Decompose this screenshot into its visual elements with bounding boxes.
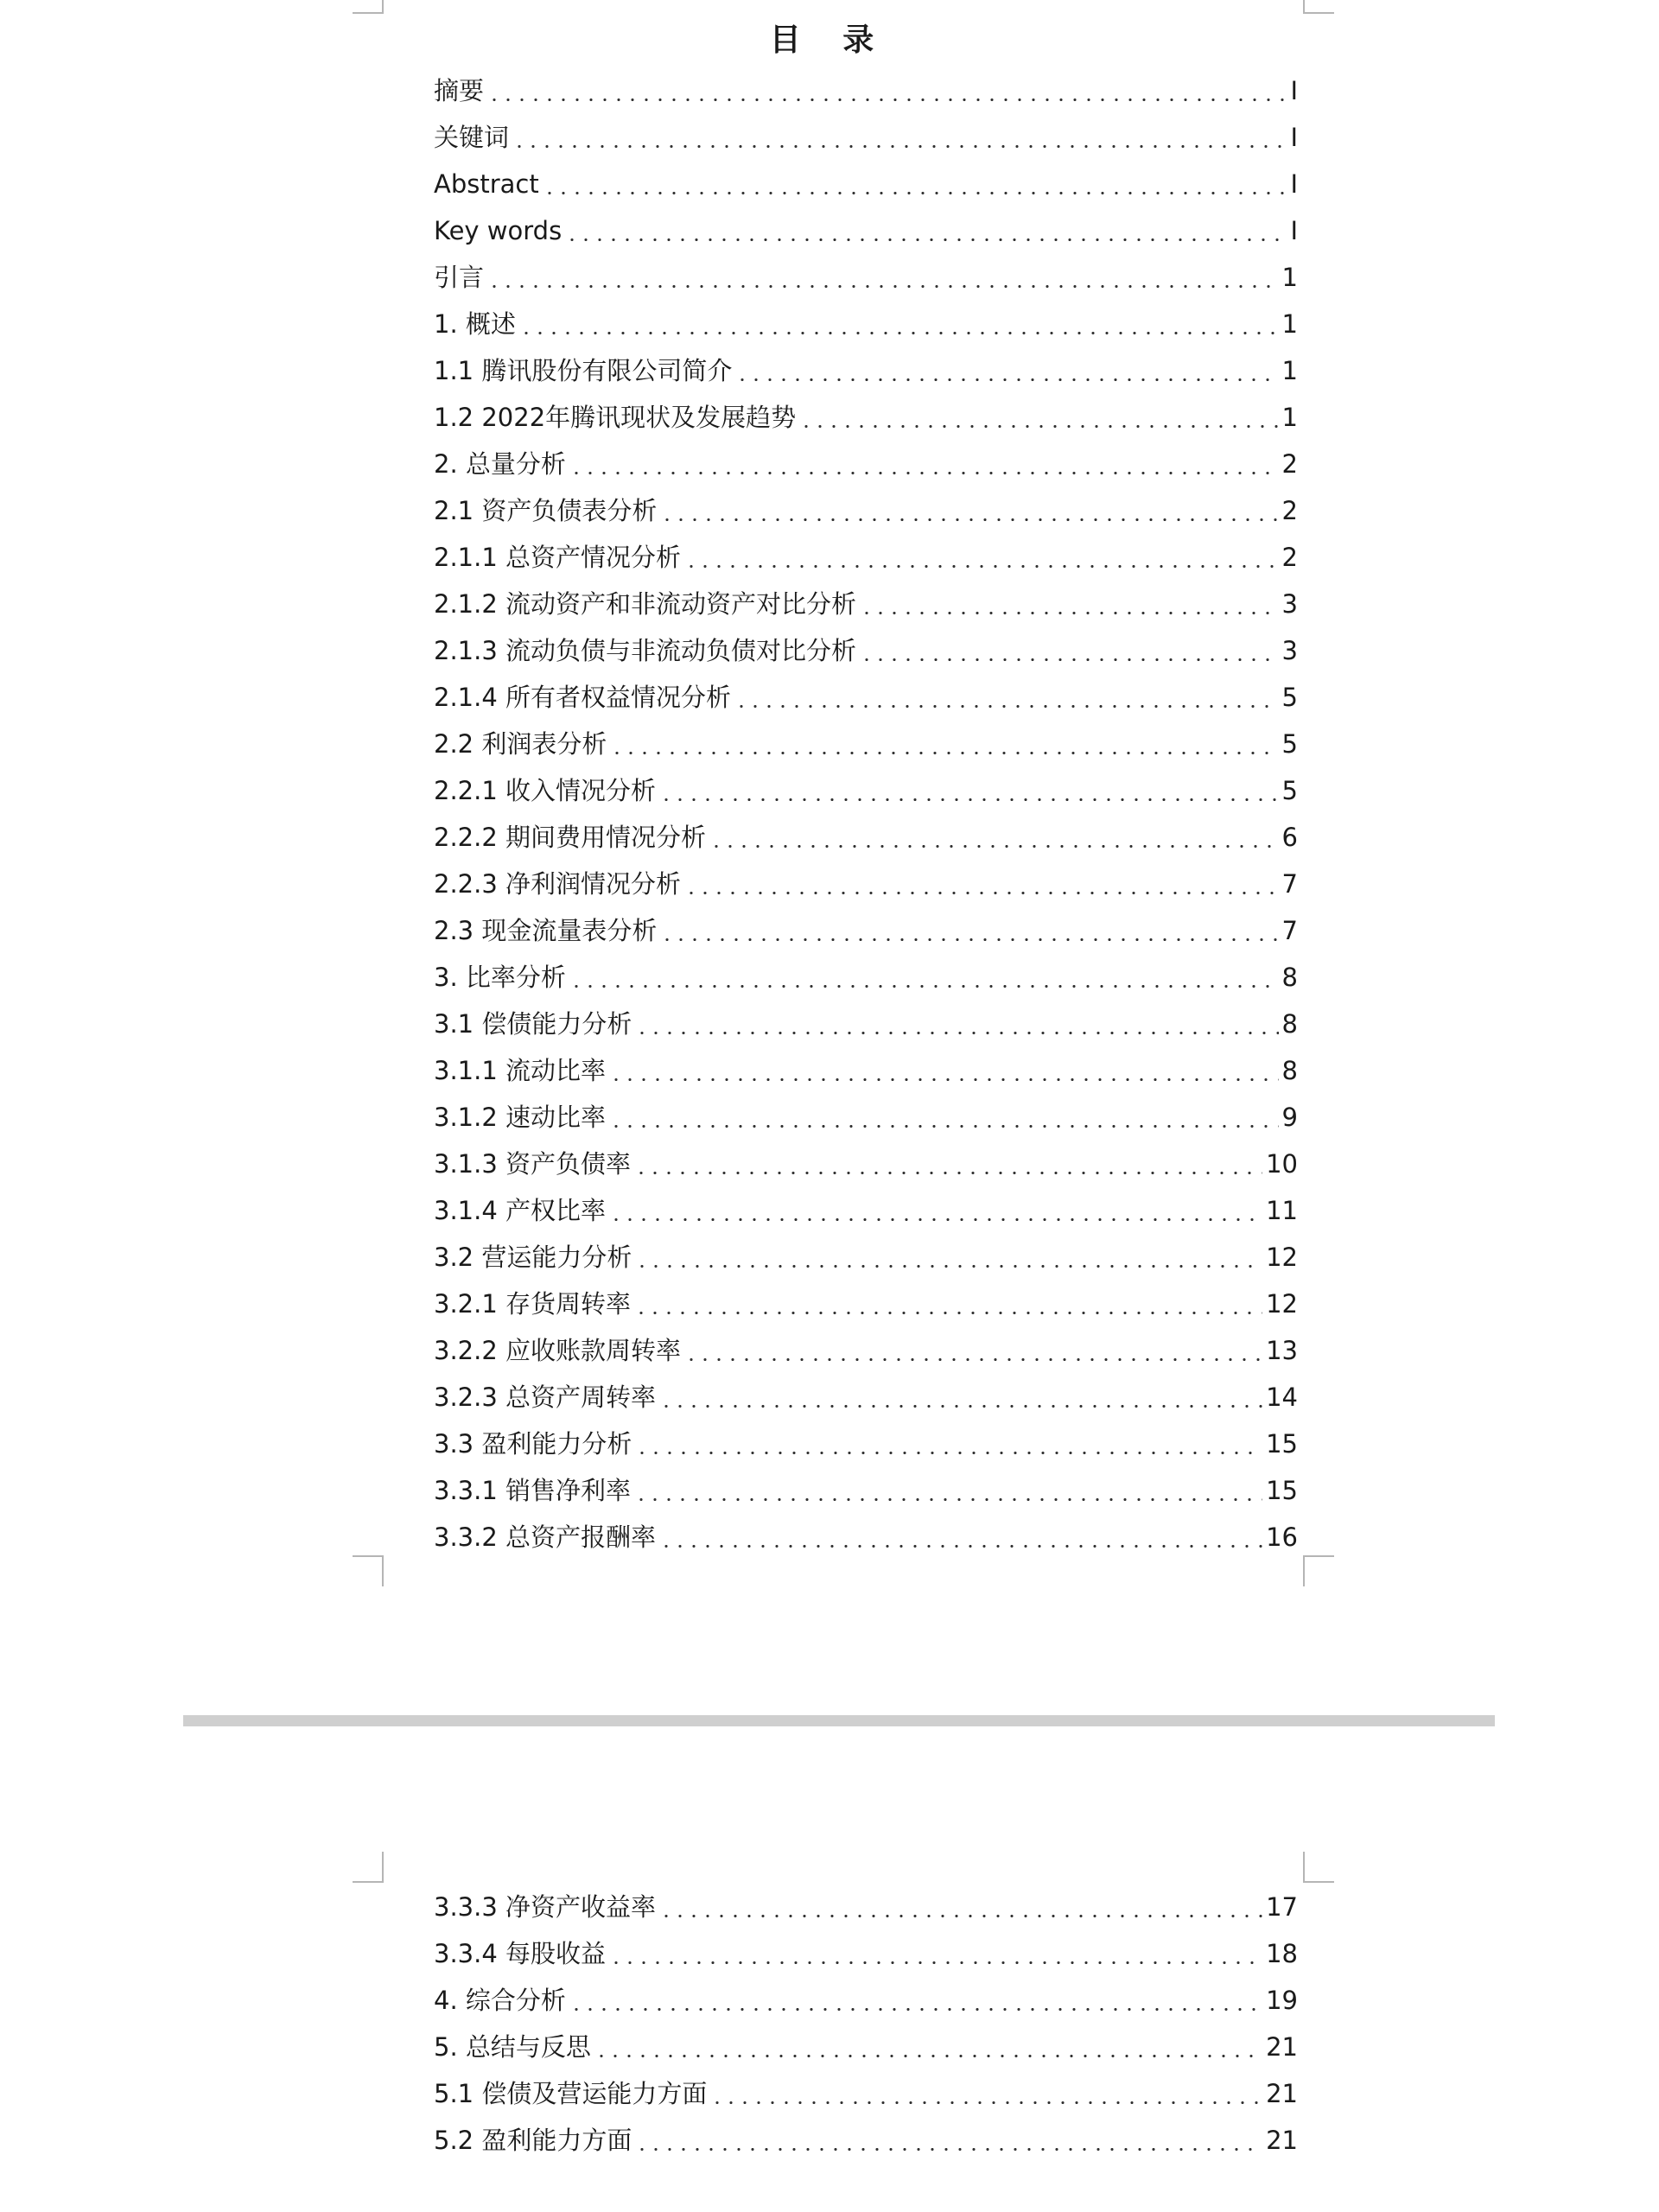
crop-mark-bottom-left: [353, 1555, 384, 1586]
toc-entry[interactable]: [434, 1977, 1298, 2024]
toc-entry-label: 3.1.1 流动比率: [434, 1055, 607, 1085]
toc-entry[interactable]: [434, 1514, 1298, 1560]
dot-leader: [512, 145, 1287, 148]
toc-entry[interactable]: [434, 627, 1298, 674]
toc-entry-label: 2.1.1 总资产情况分析: [434, 542, 682, 572]
toc-entry-label: 2.1 资产负债表分析: [434, 495, 658, 525]
toc-entry[interactable]: [434, 1001, 1298, 1047]
toc-entry-page-number: 21: [1266, 2031, 1298, 2062]
toc-entry[interactable]: [434, 301, 1298, 347]
dot-leader: [659, 1915, 1262, 1917]
toc-entry-label: 关键词: [434, 122, 510, 152]
toc-entry-label: 引言: [434, 262, 485, 292]
toc-list-page-2: [434, 1884, 1298, 2164]
toc-entry-label: 3.2.2 应收账款周转率: [434, 1335, 682, 1365]
dot-leader: [635, 1265, 1262, 1268]
toc-title: 目 录: [769, 22, 890, 58]
dot-leader: [799, 425, 1278, 428]
toc-entry[interactable]: [434, 394, 1298, 441]
toc-entry[interactable]: [434, 67, 1298, 114]
toc-entry-label: 3.1 偿债能力分析: [434, 1008, 632, 1039]
page-separator: [183, 1715, 1495, 1726]
toc-entry-label: 3.2 营运能力分析: [434, 1242, 632, 1272]
toc-entry-page-number: 11: [1266, 1195, 1298, 1225]
dot-leader: [609, 1125, 1279, 1128]
toc-entry[interactable]: [434, 954, 1298, 1001]
toc-entry-page-number: 19: [1266, 1985, 1298, 2015]
toc-entry[interactable]: [434, 767, 1298, 814]
toc-entry-label: 3.3 盈利能力分析: [434, 1428, 632, 1459]
dot-leader: [594, 2055, 1262, 2057]
dot-leader: [634, 1172, 1262, 1174]
toc-entry[interactable]: [434, 814, 1298, 861]
toc-entry-label: 4. 综合分析: [434, 1985, 566, 2015]
toc-entry-page-number: 18: [1266, 1938, 1298, 1968]
crop-mark-top-left: [353, 0, 384, 14]
dot-leader: [659, 1545, 1262, 1548]
toc-entry-page-number: 3: [1281, 588, 1298, 619]
dot-leader: [659, 1405, 1262, 1408]
toc-entry[interactable]: [434, 721, 1298, 767]
toc-entry[interactable]: [434, 1884, 1298, 1930]
toc-entry-page-number: 10: [1266, 1148, 1298, 1179]
toc-entry-label: 2.2.3 净利润情况分析: [434, 868, 682, 899]
toc-entry[interactable]: [434, 207, 1298, 254]
toc-entry-page-number: 13: [1266, 1335, 1298, 1365]
toc-entry-label: 1.2 2022年腾讯现状及发展趋势: [434, 402, 797, 432]
dot-leader: [569, 472, 1279, 474]
toc-entry-label: 5.1 偿债及营运能力方面: [434, 2078, 708, 2108]
dot-leader: [609, 1218, 1262, 1221]
toc-entry[interactable]: [434, 1187, 1298, 1234]
toc-entry-page-number: 1: [1281, 262, 1298, 292]
toc-entry-label: 5. 总结与反思: [434, 2031, 591, 2062]
toc-entry-page-number: 8: [1281, 1008, 1298, 1039]
toc-entry-label: 3.1.4 产权比率: [434, 1195, 607, 1225]
toc-entry-label: 3.2.1 存货周转率: [434, 1288, 632, 1319]
toc-entry-label: 2.2.1 收入情况分析: [434, 775, 657, 805]
toc-entry[interactable]: [434, 1281, 1298, 1327]
dot-leader: [543, 192, 1287, 194]
toc-entry-page-number: 7: [1281, 868, 1298, 899]
toc-entry-page-number: 15: [1266, 1475, 1298, 1505]
toc-entry-page-number: 12: [1266, 1242, 1298, 1272]
dot-leader: [860, 658, 1279, 661]
dot-leader: [635, 1452, 1262, 1454]
toc-entry-page-number: 6: [1281, 822, 1298, 852]
crop-mark-top-right: [1303, 0, 1334, 14]
dot-leader: [860, 612, 1279, 614]
toc-entry-label: 3.3.4 每股收益: [434, 1938, 607, 1968]
dot-leader: [609, 1961, 1262, 1964]
dot-leader: [635, 1032, 1278, 1034]
toc-entry-page-number: I: [1290, 168, 1298, 199]
toc-entry[interactable]: [434, 1141, 1298, 1187]
toc-entry[interactable]: [434, 1930, 1298, 1977]
toc-entry-page-number: 1: [1281, 308, 1298, 339]
toc-entry-label: 2.2.2 期间费用情况分析: [434, 822, 707, 852]
toc-entry-page-number: 7: [1281, 915, 1298, 945]
toc-entry-page-number: 21: [1266, 2125, 1298, 2155]
toc-entry-label: 2.1.4 所有者权益情况分析: [434, 682, 732, 712]
dot-leader: [660, 518, 1278, 521]
dot-leader: [660, 938, 1278, 941]
dot-leader: [565, 238, 1287, 241]
dot-leader: [634, 1312, 1262, 1314]
dot-leader: [635, 2148, 1262, 2151]
toc-entry-label: 3. 比率分析: [434, 962, 566, 992]
toc-entry-page-number: 3: [1281, 635, 1298, 665]
dot-leader: [684, 892, 1279, 894]
toc-entry-label: 2. 总量分析: [434, 448, 566, 479]
dot-leader: [684, 565, 1279, 568]
toc-entry[interactable]: [434, 674, 1298, 721]
toc-entry-page-number: 1: [1281, 355, 1298, 385]
crop-mark-bottom-right: [1303, 1555, 1334, 1586]
toc-entry[interactable]: [434, 441, 1298, 487]
toc-entry-page-number: 15: [1266, 1428, 1298, 1459]
toc-entry[interactable]: [434, 161, 1298, 207]
toc-entry[interactable]: [434, 114, 1298, 161]
toc-entry-page-number: 16: [1266, 1522, 1298, 1552]
dot-leader: [684, 1358, 1262, 1361]
toc-entry-label: 2.2 利润表分析: [434, 728, 607, 759]
toc-entry[interactable]: [434, 254, 1298, 301]
toc-entry-label: 3.2.3 总资产周转率: [434, 1382, 657, 1412]
dot-leader: [659, 798, 1279, 801]
toc-entry-page-number: 12: [1266, 1288, 1298, 1319]
toc-entry-label: 摘要: [434, 75, 485, 105]
toc-entry-page-number: 9: [1281, 1102, 1298, 1132]
crop-mark-top-left: [353, 1852, 384, 1883]
toc-entry-label: 2.3 现金流量表分析: [434, 915, 658, 945]
toc-entry[interactable]: [434, 347, 1298, 394]
toc-entry-label: 3.1.3 资产负债率: [434, 1148, 632, 1179]
toc-entry-page-number: 5: [1281, 728, 1298, 759]
toc-entry[interactable]: [434, 487, 1298, 534]
toc-entry[interactable]: [434, 2024, 1298, 2070]
toc-entry-page-number: 21: [1266, 2078, 1298, 2108]
dot-leader: [609, 1078, 1279, 1081]
dot-leader: [519, 332, 1279, 334]
toc-entry-page-number: I: [1290, 75, 1298, 105]
toc-entry[interactable]: [434, 861, 1298, 907]
dot-leader: [569, 985, 1279, 988]
dot-leader: [569, 2008, 1262, 2011]
toc-entry-label: 2.1.2 流动资产和非流动资产对比分析: [434, 588, 857, 619]
toc-entry[interactable]: [434, 1047, 1298, 1094]
toc-entry-page-number: 2: [1281, 542, 1298, 572]
toc-entry-page-number: 14: [1266, 1382, 1298, 1412]
toc-entry-label: 3.3.2 总资产报酬率: [434, 1522, 657, 1552]
dot-leader: [734, 705, 1279, 708]
dot-leader: [709, 845, 1279, 848]
toc-entry-page-number: 2: [1281, 495, 1298, 525]
toc-entry[interactable]: [434, 1327, 1298, 1374]
toc-entry-page-number: I: [1290, 122, 1298, 152]
toc-entry-page-number: 5: [1281, 775, 1298, 805]
toc-entry-label: 2.1.3 流动负债与非流动负债对比分析: [434, 635, 857, 665]
toc-entry[interactable]: [434, 907, 1298, 954]
toc-entry-label: 3.3.3 净资产收益率: [434, 1891, 657, 1922]
toc-entry-page-number: 5: [1281, 682, 1298, 712]
toc-entry[interactable]: [434, 534, 1298, 581]
toc-entry[interactable]: [434, 1374, 1298, 1421]
toc-entry-label: 5.2 盈利能力方面: [434, 2125, 632, 2155]
crop-mark-top-right: [1303, 1852, 1334, 1883]
toc-entry-page-number: 2: [1281, 448, 1298, 479]
dot-leader: [634, 1498, 1262, 1501]
dot-leader: [487, 99, 1287, 101]
toc-entry-page-number: 8: [1281, 962, 1298, 992]
toc-list-page-1: [434, 67, 1298, 1560]
dot-leader: [610, 752, 1278, 754]
dot-leader: [710, 2101, 1262, 2104]
toc-entry-label: 3.1.2 速动比率: [434, 1102, 607, 1132]
toc-entry-label: Abstract: [434, 168, 539, 199]
toc-entry-label: 1. 概述: [434, 308, 516, 339]
toc-entry-page-number: 8: [1281, 1055, 1298, 1085]
dot-leader: [735, 378, 1278, 381]
toc-entry[interactable]: [434, 1421, 1298, 1467]
toc-entry[interactable]: [434, 1467, 1298, 1514]
toc-entry[interactable]: [434, 1094, 1298, 1141]
dot-leader: [487, 285, 1279, 288]
toc-entry-label: Key words: [434, 215, 563, 245]
toc-entry[interactable]: [434, 2117, 1298, 2164]
toc-entry[interactable]: [434, 581, 1298, 627]
toc-entry-label: 1.1 腾讯股份有限公司简介: [434, 355, 733, 385]
toc-entry-label: 3.3.1 销售净利率: [434, 1475, 632, 1505]
toc-entry[interactable]: [434, 2070, 1298, 2117]
toc-entry-page-number: 1: [1281, 402, 1298, 432]
toc-entry-page-number: 17: [1266, 1891, 1298, 1922]
toc-entry-page-number: I: [1290, 215, 1298, 245]
toc-entry[interactable]: [434, 1234, 1298, 1281]
